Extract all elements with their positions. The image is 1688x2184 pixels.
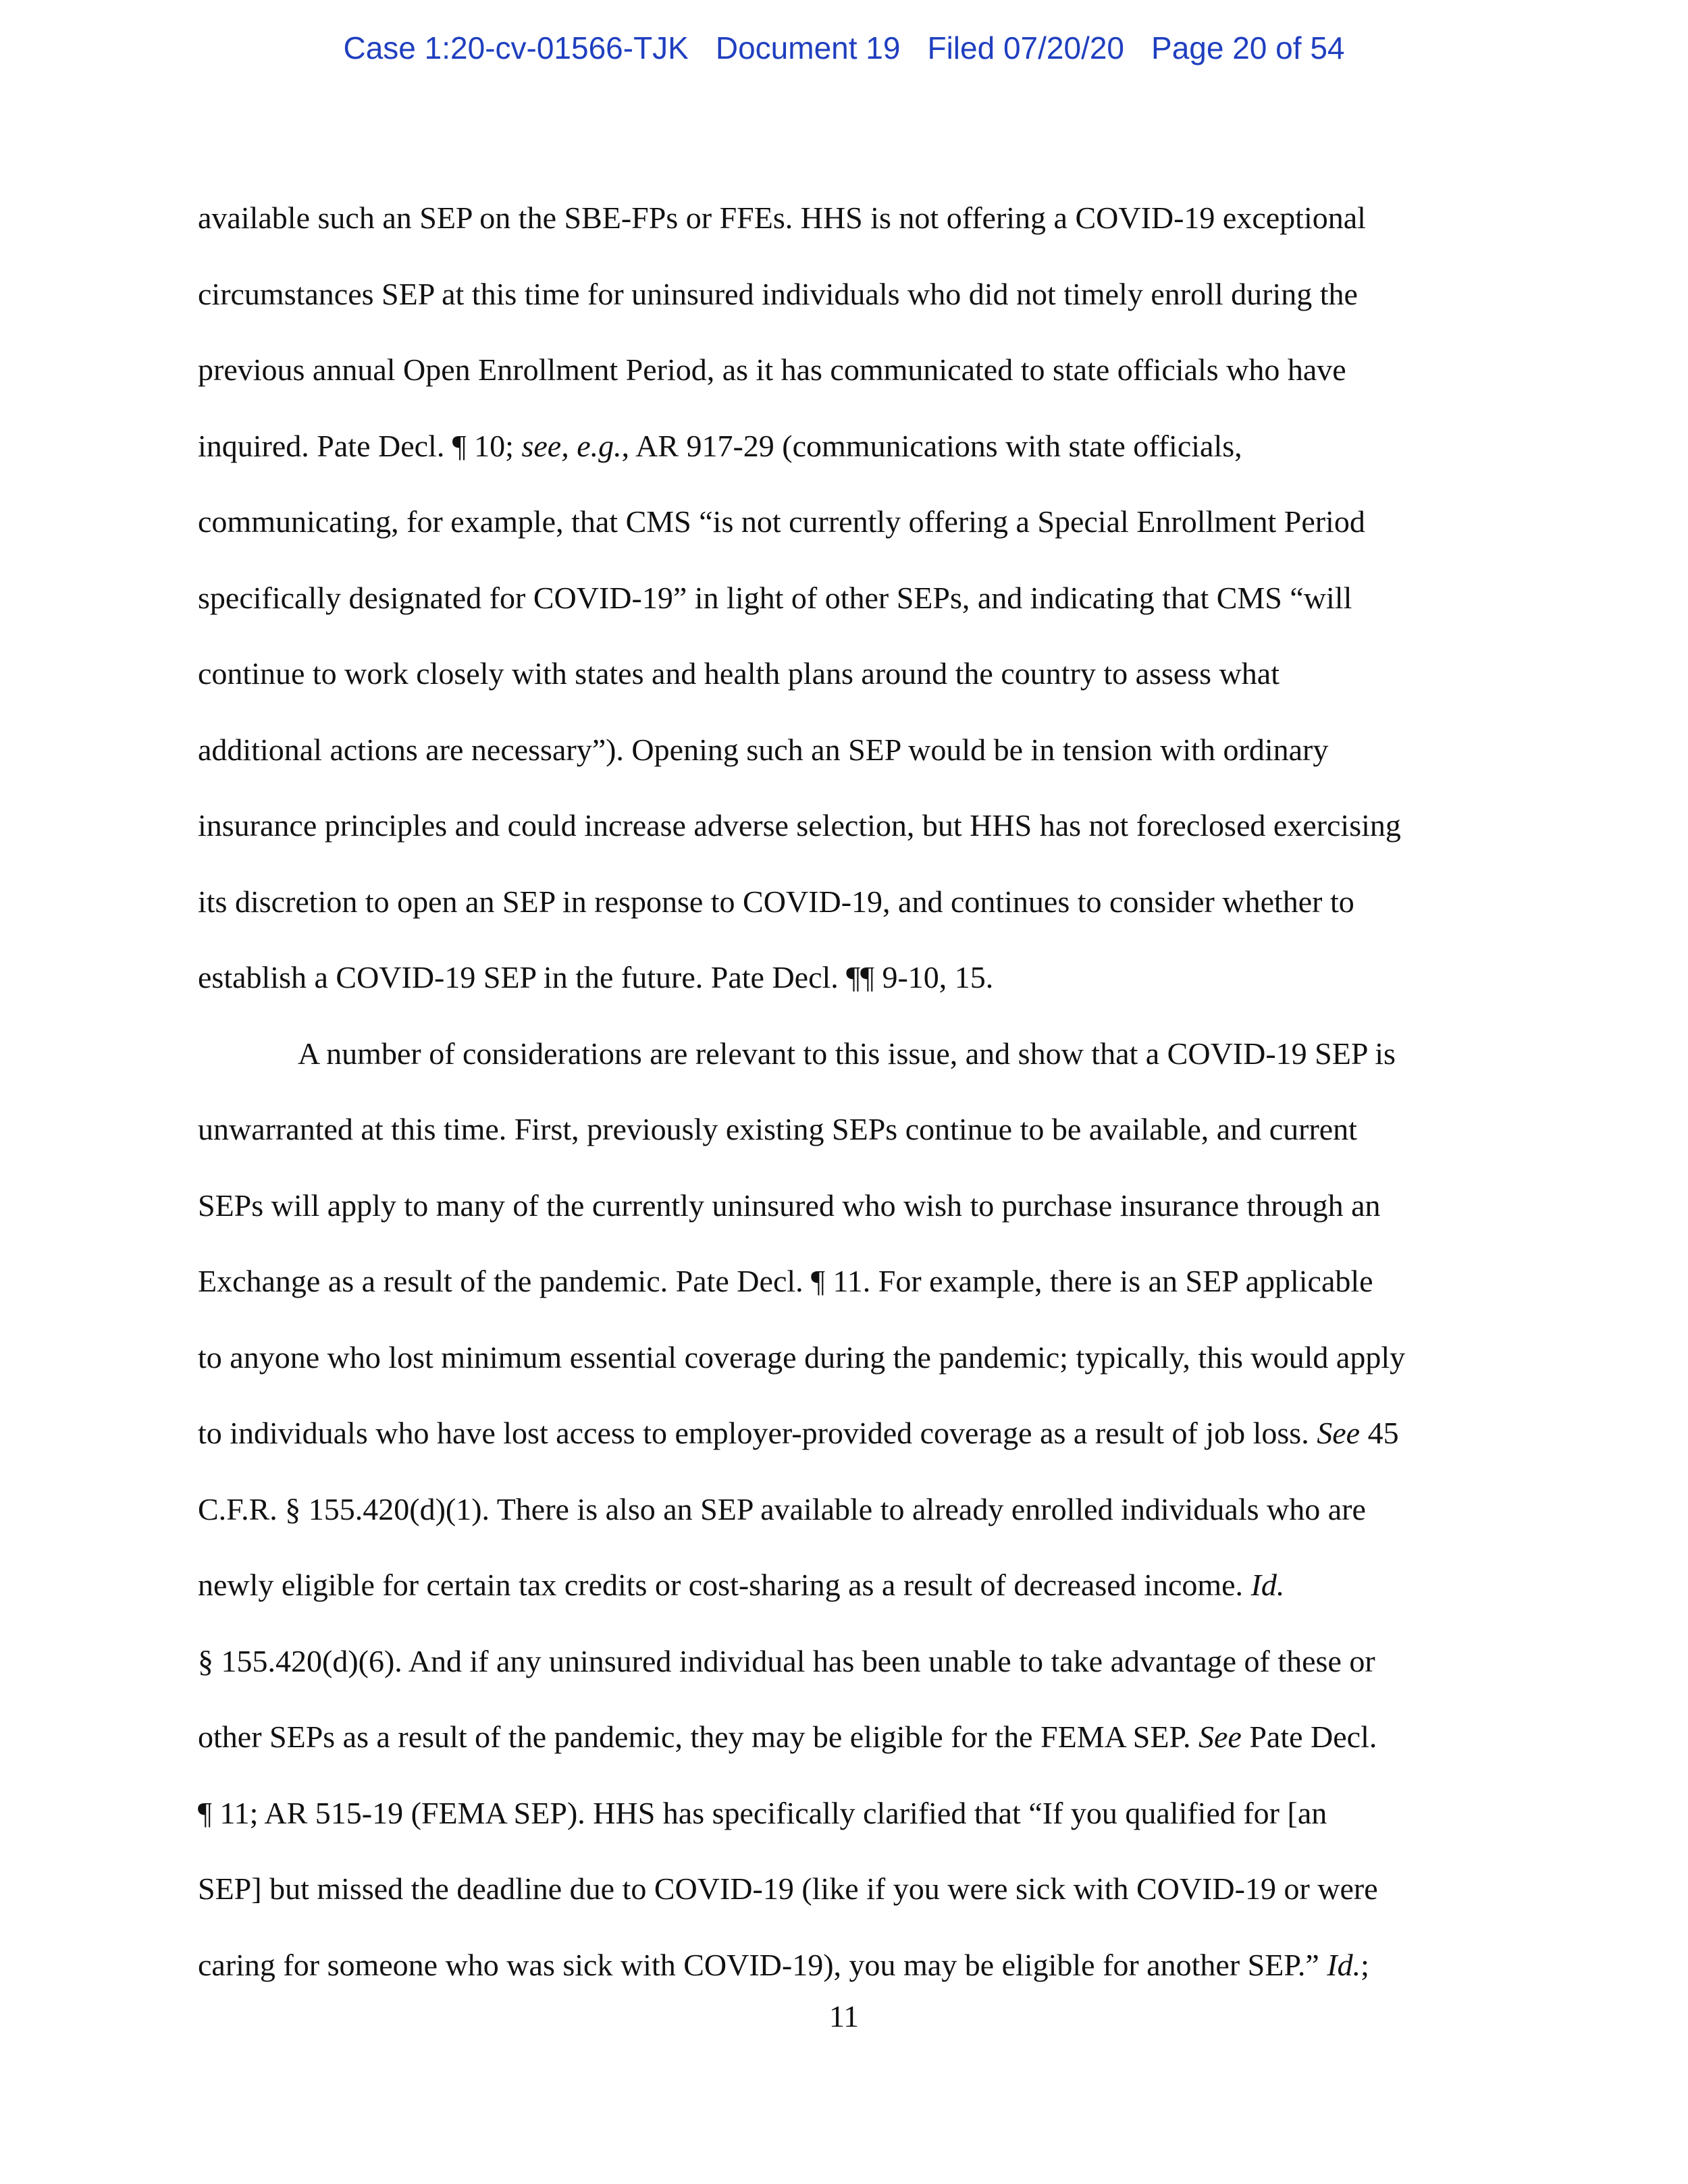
document-number: Document 19	[715, 30, 901, 65]
text-line: communicating, for example, that CMS “is not currently offering a Special Enrollment Period	[198, 504, 1365, 539]
text-line: C.F.R. § 155.420(d)(1). There is also an SEP available to already enrolled individuals who are	[198, 1491, 1366, 1526]
text-run: , AR 917-29 (communications with state officials,	[621, 428, 1242, 463]
italic-citation: Id.	[1327, 1947, 1361, 1982]
text-line: circumstances SEP at this time for uninsured individuals who did not timely enroll during the	[198, 276, 1358, 311]
text-line: additional actions are necessary”). Opening such an SEP would be in tension with ordinary	[198, 732, 1329, 767]
text-line: insurance principles and could increase adverse selection, but HHS has not foreclosed exercising	[198, 808, 1401, 843]
text-run: caring for someone who was sick with COVID-19), you may be eligible for another SEP.”	[198, 1947, 1327, 1982]
filed-date: Filed 07/20/20	[927, 30, 1125, 65]
italic-citation: See	[1317, 1416, 1361, 1450]
text-line	[198, 1563, 1501, 1639]
case-header	[0, 30, 1688, 66]
page-indicator: Page 20 of 54	[1151, 30, 1345, 65]
text-line: its discretion to open an SEP in response to COVID-19, and continues to consider whether to	[198, 884, 1354, 919]
italic-citation: Id.	[1250, 1568, 1285, 1602]
text-line	[198, 1715, 1501, 1791]
text-run: newly eligible for certain tax credits or cost-sharing as a result of decreased income.	[198, 1568, 1251, 1602]
document-body	[198, 196, 1501, 2019]
text-line: SEP] but missed the deadline due to COVID-19 (like if you were sick with COVID-19 or were	[198, 1871, 1378, 1906]
text-run: inquired. Pate Decl. ¶ 10;	[198, 428, 522, 463]
text-line: establish a COVID-19 SEP in the future. Pate Decl. ¶¶ 9-10, 15.	[198, 960, 994, 994]
text-run: to individuals who have lost access to employer-provided coverage as a result of job loss.	[198, 1416, 1317, 1450]
text-line: available such an SEP on the SBE-FPs or FFEs. HHS is not offering a COVID-19 exceptional	[198, 201, 1366, 235]
text-run: Pate Decl.	[1241, 1720, 1377, 1754]
italic-citation: See	[1198, 1720, 1242, 1754]
text-line: to anyone who lost minimum essential coverage during the pandemic; typically, this would apply	[198, 1339, 1406, 1375]
text-line	[198, 424, 1501, 500]
text-line: SEPs will apply to many of the currently uninsured who wish to purchase insurance through an	[198, 1188, 1381, 1223]
text-line: unwarranted at this time. First, previously existing SEPs continue to be available, and current	[198, 1112, 1357, 1146]
text-run: ;	[1361, 1947, 1369, 1982]
case-number: Case 1:20-cv-01566-TJK	[343, 30, 689, 65]
text-line: ¶ 11; AR 515-19 (FEMA SEP). HHS has specifically clarified that “If you qualified for [an	[198, 1795, 1327, 1830]
text-run: 45	[1360, 1416, 1399, 1450]
text-line: continue to work closely with states and health plans around the country to assess what	[198, 656, 1280, 691]
text-line: § 155.420(d)(6). And if any uninsured individual has been unable to take advantage of these or	[198, 1643, 1375, 1678]
text-line	[198, 1411, 1501, 1487]
page-number: 11	[828, 1999, 860, 2033]
text-line: A number of considerations are relevant to this issue, and show that a COVID-19 SEP is	[298, 1036, 1396, 1071]
italic-citation: see, e.g.	[521, 428, 622, 463]
text-line: Exchange as a result of the pandemic. Pate Decl. ¶ 11. For example, there is an SEP applicable	[198, 1264, 1373, 1298]
text-run: other SEPs as a result of the pandemic, they may be eligible for the FEMA SEP.	[198, 1720, 1198, 1754]
text-line: specifically designated for COVID-19” in light of other SEPs, and indicating that CMS “will	[198, 580, 1352, 615]
text-line: previous annual Open Enrollment Period, as it has communicated to state officials who have	[198, 352, 1346, 387]
